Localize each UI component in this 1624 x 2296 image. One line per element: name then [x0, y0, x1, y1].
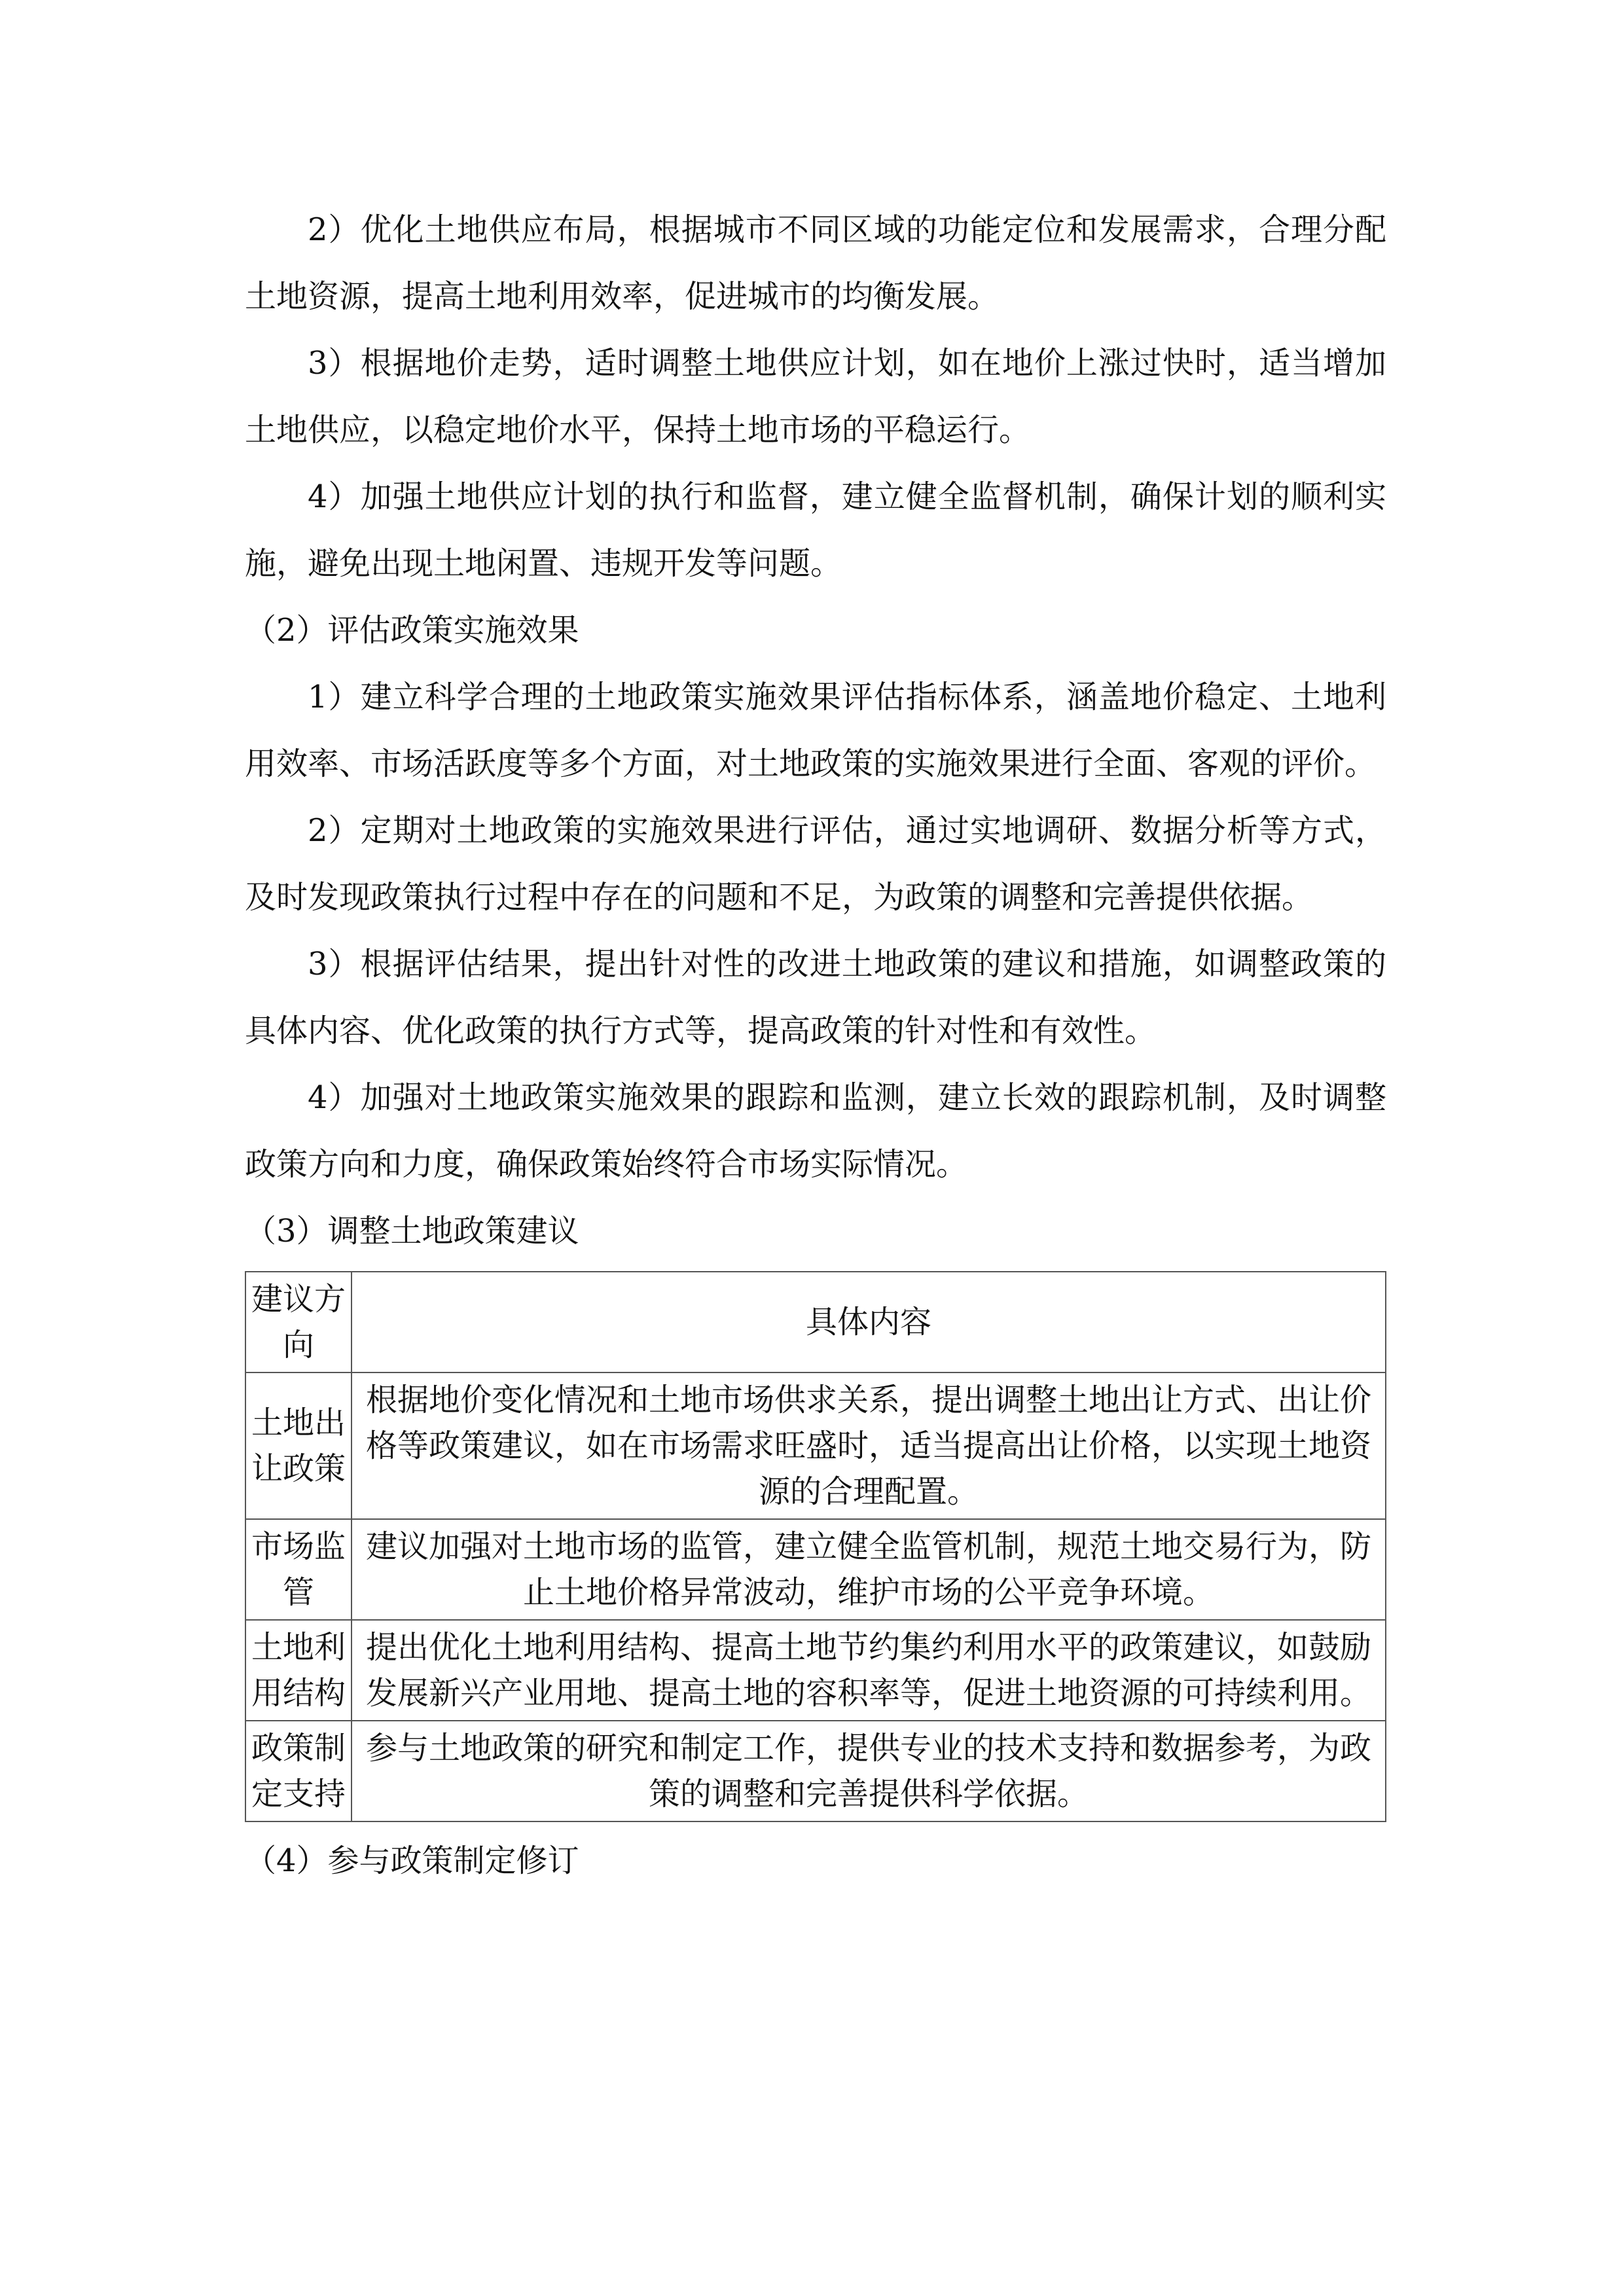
paragraph: 2）优化土地供应布局，根据城市不同区域的功能定位和发展需求，合理分配土地资源，提高土地利用效率，促进城市的均衡发展。 [245, 211, 1386, 315]
section-heading: （3）调整土地政策建议 [245, 1213, 579, 1249]
section-heading: （4）参与政策制定修订 [245, 1842, 579, 1879]
content-cell: 参与土地政策的研究和制定工作，提供专业的技术支持和数据参考，为政策的调整和完善提供科学依据。 [352, 1721, 1386, 1821]
paragraph: 4）加强土地供应计划的执行和监督，建立健全监督机制，确保计划的顺利实施，避免出现土地闲置、违规开发等问题。 [245, 478, 1386, 582]
table-row [245, 1372, 1386, 1519]
paragraph: 3）根据地价走势，适时调整土地供应计划，如在地价上涨过快时，适当增加土地供应，以稳定地价水平，保持土地市场的平稳运行。 [245, 345, 1386, 448]
paragraph: 4）加强对土地政策实施效果的跟踪和监测，建立长效的跟踪机制，及时调整政策方向和力度，确保政策始终符合市场实际情况。 [245, 1079, 1386, 1183]
paragraph: 3）根据评估结果，提出针对性的改进土地政策的建议和措施，如调整政策的具体内容、优化政策的执行方式等，提高政策的针对性和有效性。 [245, 946, 1386, 1049]
section-heading: （2）评估政策实施效果 [245, 612, 579, 649]
direction-cell: 土地利用结构 [245, 1620, 352, 1721]
direction-cell: 市场监管 [245, 1519, 352, 1620]
table-header-row [245, 1272, 1386, 1372]
content-cell: 根据地价变化情况和土地市场供求关系，提出调整土地出让方式、出让价格等政策建议，如在市场需求旺盛时，适当提高出让价格，以实现土地资源的合理配置。 [352, 1372, 1386, 1519]
direction-cell: 土地出让政策 [245, 1372, 352, 1519]
table-row [245, 1519, 1386, 1620]
table-row [245, 1721, 1386, 1821]
paragraph: 1）建立科学合理的土地政策实施效果评估指标体系，涵盖地价稳定、土地利用效率、市场活跃度等多个方面，对土地政策的实施效果进行全面、客观的评价。 [245, 679, 1386, 782]
column-header: 具体内容 [352, 1272, 1386, 1372]
column-header: 建议方向 [245, 1272, 352, 1372]
direction-cell: 政策制定支持 [245, 1721, 352, 1821]
paragraph: 2）定期对土地政策的实施效果进行评估，通过实地调研、数据分析等方式，及时发现政策执行过程中存在的问题和不足，为政策的调整和完善提供依据。 [245, 812, 1386, 916]
table-row [245, 1620, 1386, 1721]
document-body [245, 196, 1386, 1894]
content-cell: 提出优化土地利用结构、提高土地节约集约利用水平的政策建议，如鼓励发展新兴产业用地、提高土地的容积率等，促进土地资源的可持续利用。 [352, 1620, 1386, 1721]
content-cell: 建议加强对土地市场的监管，建立健全监管机制，规范土地交易行为，防止土地价格异常波动，维护市场的公平竞争环境。 [352, 1519, 1386, 1620]
policy-suggestion-table [245, 1271, 1386, 1822]
